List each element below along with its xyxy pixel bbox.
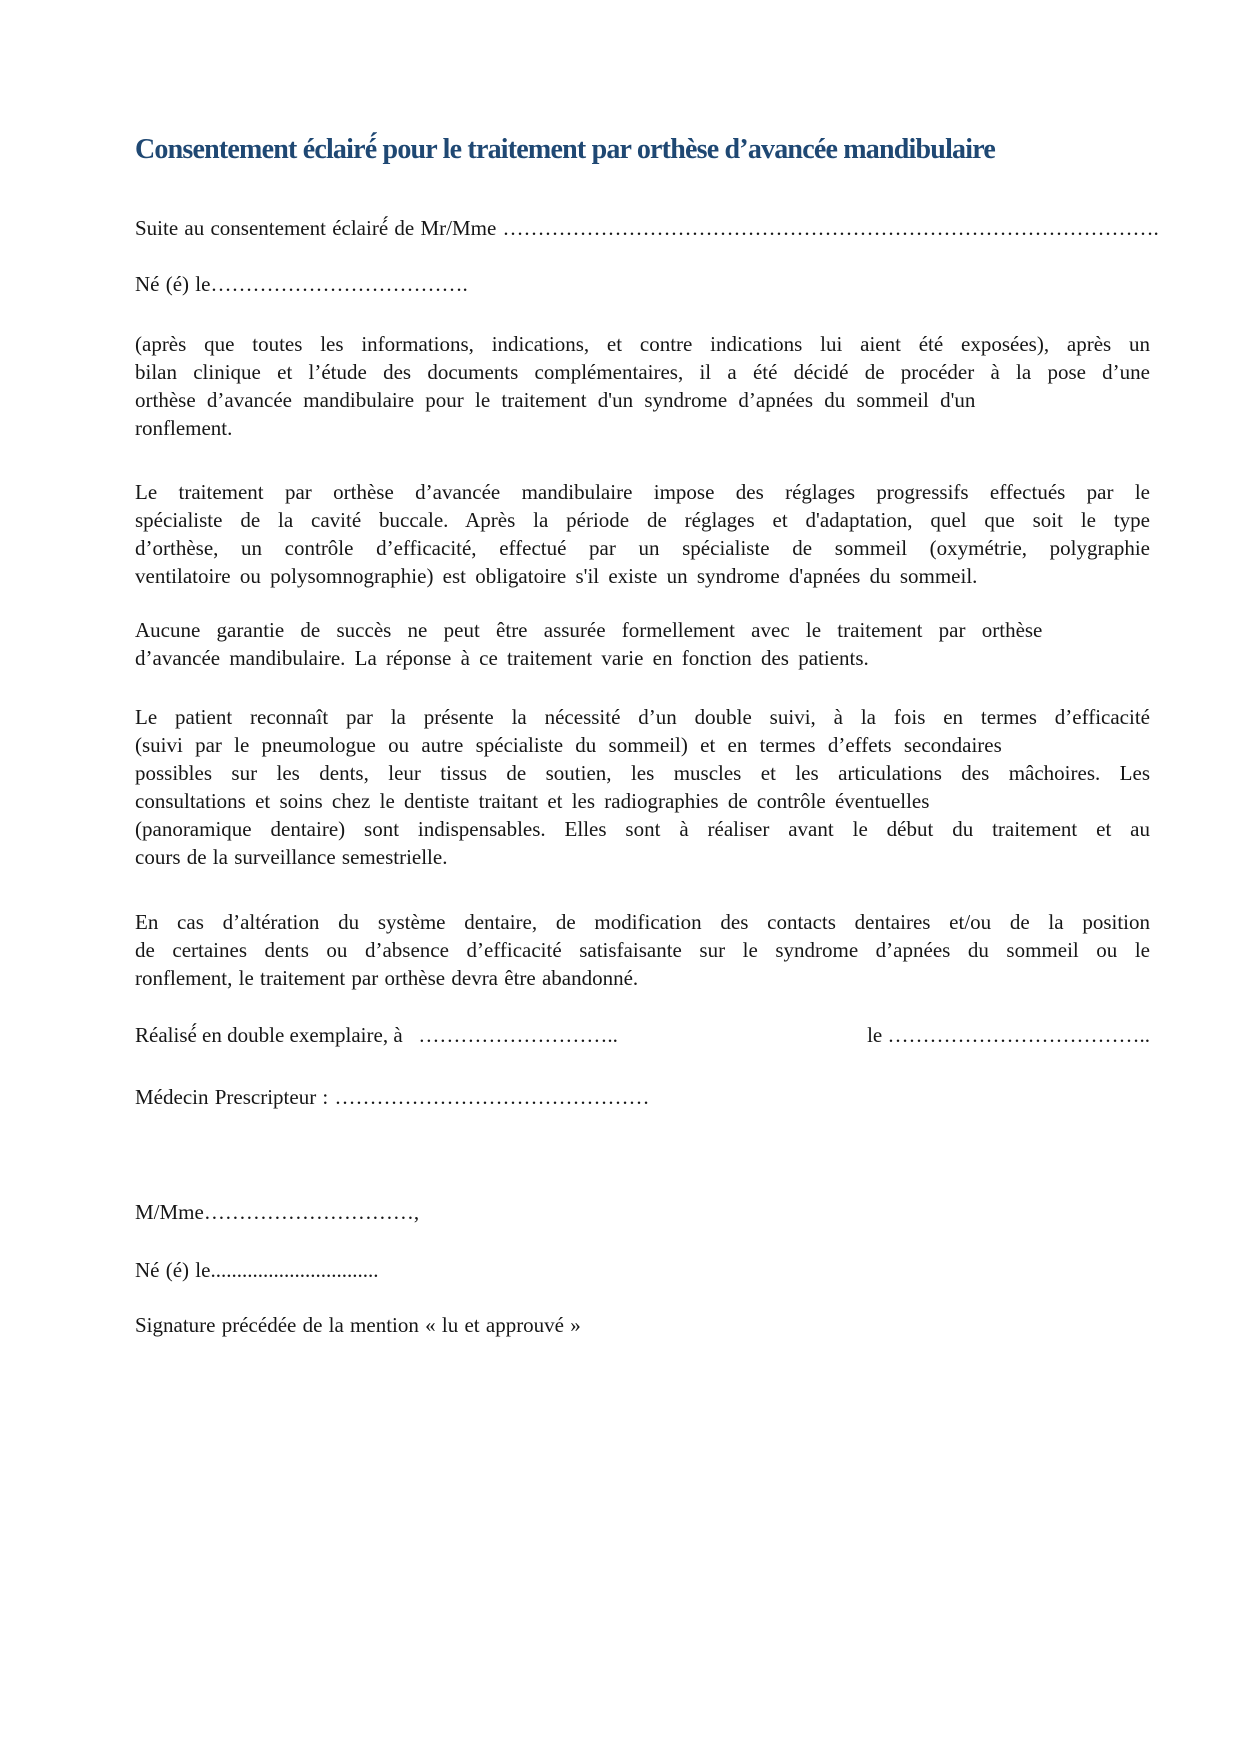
realise-date-blank: le ……………………………….. bbox=[867, 1023, 1150, 1047]
paragraph-alteration-line-2: de certaines dents ou d’absence d’efficacité satisfaisante sur le syndrome d’apnées du sommeil ou le bbox=[135, 938, 1150, 962]
paragraph-pose-orthese bbox=[135, 330, 1150, 442]
paragraph-suivi-line-6: cours de la surveillance semestrielle. bbox=[135, 845, 448, 869]
patient-name-blank: M/Mme…………………………, bbox=[135, 1200, 420, 1224]
paragraph-pose-line-3: orthèse d’avancée mandibulaire pour le traitement d'un syndrome d’apnées du sommeil d'un bbox=[135, 388, 976, 412]
paragraph-double-suivi bbox=[135, 703, 1150, 871]
paragraph-pose-line-4: ronflement. bbox=[135, 416, 233, 440]
realise-exemplaire-line bbox=[135, 1021, 1150, 1049]
paragraph-suivi-line-1: Le patient reconnaît par la présente la nécessité d’un double suivi, à la fois en termes d’efficacité bbox=[135, 705, 1150, 729]
document-title: Consentement éclairé́ pour le traitement par orthèse d’avancée mandibulaire bbox=[135, 134, 995, 165]
paragraph-pose-line-1: (après que toutes les informations, indications, et contre indications lui aient été exposées), après un bbox=[135, 332, 1150, 356]
paragraph-garantie-line-1: Aucune garantie de succès ne peut être assurée formellement avec le traitement par orthèse bbox=[135, 618, 1043, 642]
paragraph-suivi-line-2: (suivi par le pneumologue ou autre spécialiste du sommeil) et en termes d’effets secondaires bbox=[135, 733, 1002, 757]
paragraph-pose-line-2: bilan clinique et l’étude des documents complémentaires, il a été décidé de procéder à la pose d’une bbox=[135, 360, 1150, 384]
paragraph-suivi-line-4: consultations et soins chez le dentiste traitant et les radiographies de contrôle éventuelles bbox=[135, 789, 930, 813]
realise-place-blank: Réalisé́ en double exemplaire, à ……………………….. bbox=[135, 1023, 618, 1047]
paragraph-alteration-line-1: En cas d’altération du système dentaire, de modification des contacts dentaires et/ou de la position bbox=[135, 910, 1150, 934]
medecin-prescripteur-blank: Médecin Prescripteur : ……………………………………… bbox=[135, 1085, 650, 1109]
paragraph-reglages-line-2: spécialiste de la cavité buccale. Après la période de réglages et d'adaptation, quel que soit le type bbox=[135, 508, 1150, 532]
patient-birthdate-blank: Né (é) le................................ bbox=[135, 1258, 379, 1282]
paragraph-garantie-line-2: d’avancée mandibulaire. La réponse à ce traitement varie en fonction des patients. bbox=[135, 646, 869, 670]
signature-instruction: Signature précédée de la mention « lu et approuvé » bbox=[135, 1313, 581, 1337]
intro-line-birthdate-blank: Né (é) le………………………………. bbox=[135, 272, 468, 296]
paragraph-reglages-line-4: ventilatoire ou polysomnographie) est obligatoire s'il existe un syndrome d'apnées du sommeil. bbox=[135, 564, 978, 588]
intro-line-name-blank: Suite au consentement éclairé́ de Mr/Mme …………………………………………………………………………………. bbox=[135, 216, 1159, 240]
paragraph-alteration-line-3: ronflement, le traitement par orthèse devra être abandonné. bbox=[135, 966, 639, 990]
paragraph-reglages-line-1: Le traitement par orthèse d’avancée mandibulaire impose des réglages progressifs effectués par le bbox=[135, 480, 1150, 504]
paragraph-suivi-line-5: (panoramique dentaire) sont indispensables. Elles sont à réaliser avant le début du traitement et au bbox=[135, 817, 1150, 841]
paragraph-garantie bbox=[135, 616, 1150, 672]
paragraph-reglages-line-3: d’orthèse, un contrôle d’efficacité, effectué par un spécialiste de sommeil (oxymétrie, polygraphie bbox=[135, 536, 1150, 560]
paragraph-reglages bbox=[135, 478, 1150, 590]
paragraph-alteration bbox=[135, 908, 1150, 992]
paragraph-suivi-line-3: possibles sur les dents, leur tissus de soutien, les muscles et les articulations des mâchoires. Les bbox=[135, 761, 1150, 785]
